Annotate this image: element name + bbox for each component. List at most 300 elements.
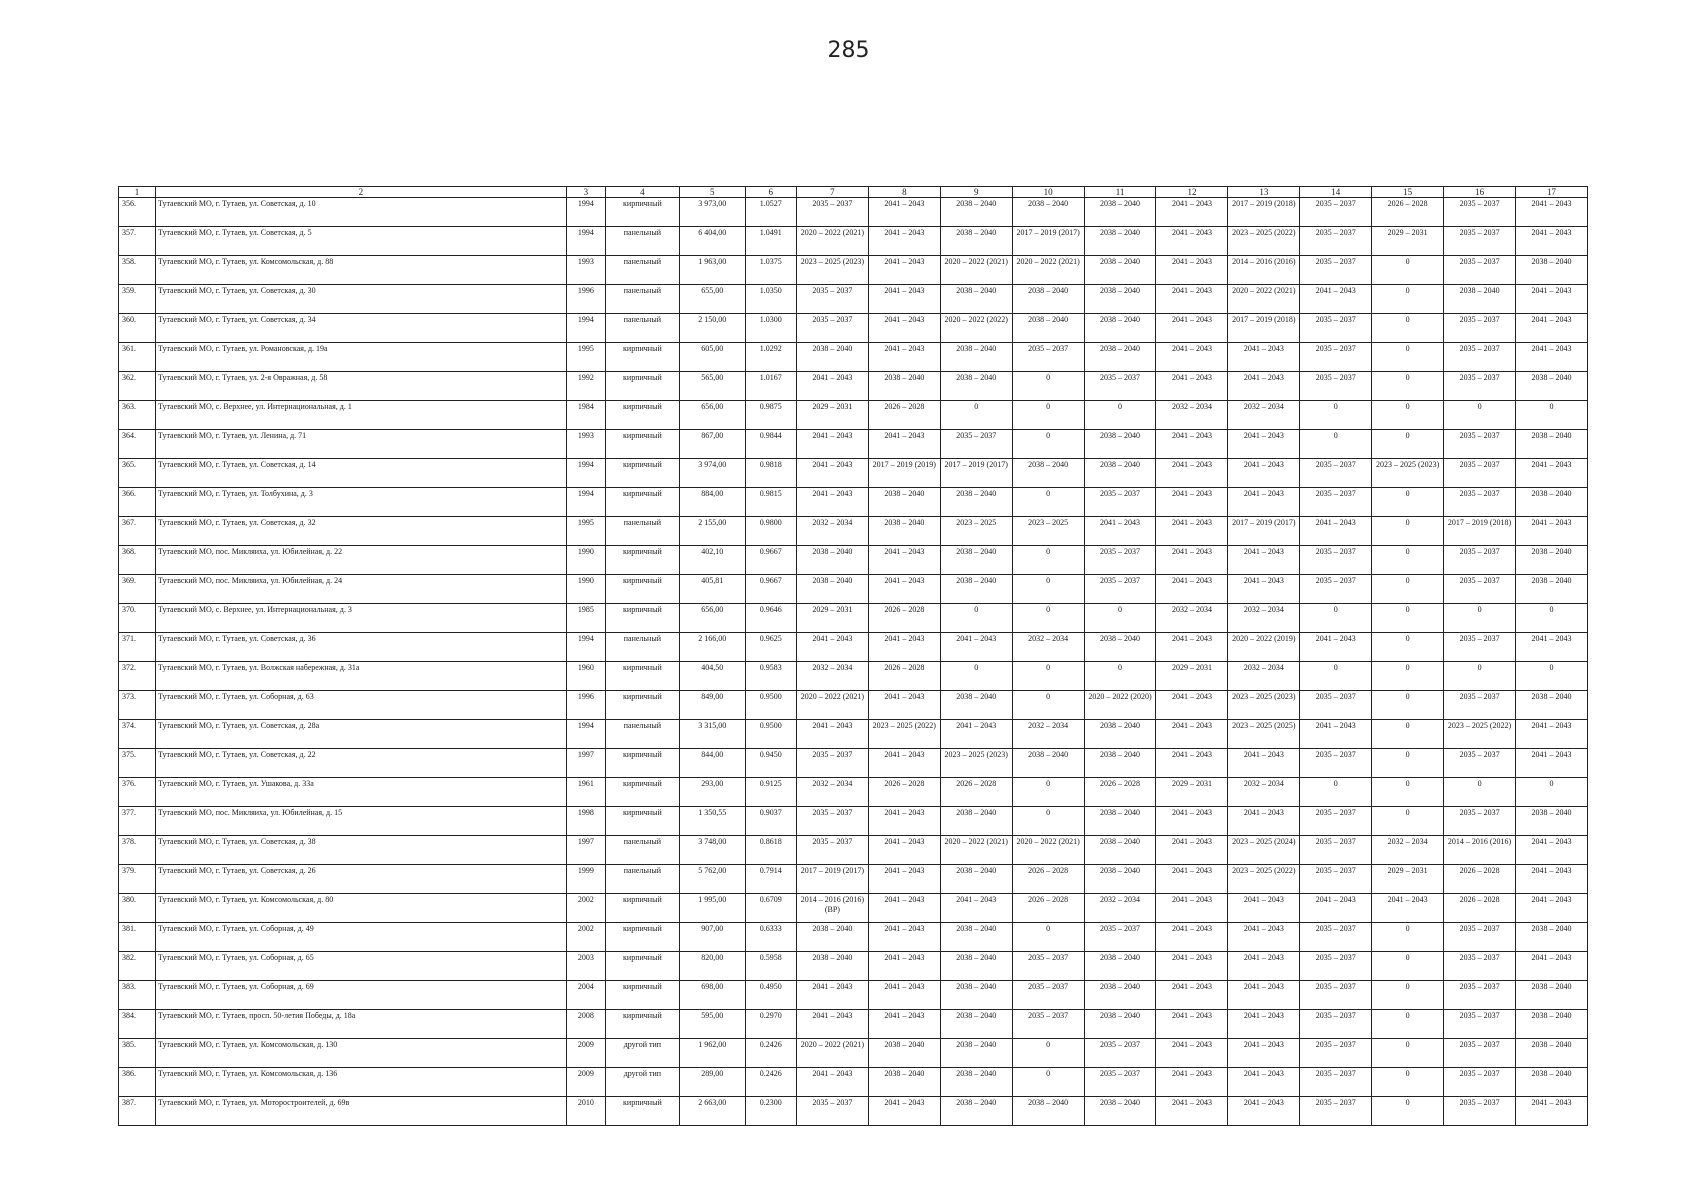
table-cell: 2035 – 2037 bbox=[1444, 256, 1516, 285]
table-cell: 0 bbox=[1012, 1068, 1084, 1097]
table-cell: 2041 – 2043 bbox=[940, 633, 1012, 662]
table-cell: 1996 bbox=[566, 691, 605, 720]
table-cell: 698,00 bbox=[679, 981, 745, 1010]
row-number-cell: 357. bbox=[119, 227, 156, 256]
table-cell: 2035 – 2037 bbox=[1444, 749, 1516, 778]
table-cell: 2035 – 2037 bbox=[1300, 1068, 1372, 1097]
table-cell: 2041 – 2043 bbox=[1300, 633, 1372, 662]
table-cell: 2038 – 2040 bbox=[1516, 981, 1588, 1010]
table-cell: 2041 – 2043 bbox=[796, 1068, 868, 1097]
table-cell: 0 bbox=[1372, 517, 1444, 546]
table-row bbox=[119, 575, 1588, 604]
table-cell: 2035 – 2037 bbox=[1084, 1068, 1156, 1097]
address-cell: Тутаевский МО, г. Тутаев, ул. Комсомольская, д. 80 bbox=[155, 894, 566, 923]
table-cell: 2035 – 2037 bbox=[1012, 981, 1084, 1010]
table-cell: 1961 bbox=[566, 778, 605, 807]
table-cell: 0 bbox=[1372, 488, 1444, 517]
table-cell: кирпичный bbox=[605, 952, 679, 981]
table-cell: 2009 bbox=[566, 1068, 605, 1097]
address-cell: Тутаевский МО, г. Тутаев, ул. Комсомольская, д. 130 bbox=[155, 1039, 566, 1068]
table-cell: 655,00 bbox=[679, 285, 745, 314]
table-cell: 2020 – 2022 (2022) bbox=[940, 314, 1012, 343]
table-cell: 2035 – 2037 bbox=[1444, 314, 1516, 343]
table-cell: 0 bbox=[1372, 1097, 1444, 1126]
table-cell: 0.9583 bbox=[745, 662, 796, 691]
table-cell: 2041 – 2043 bbox=[796, 981, 868, 1010]
row-number-cell: 366. bbox=[119, 488, 156, 517]
table-row bbox=[119, 981, 1588, 1010]
table-cell: 2002 bbox=[566, 923, 605, 952]
table-cell: другой тип bbox=[605, 1039, 679, 1068]
table-cell: 3 315,00 bbox=[679, 720, 745, 749]
table-cell: 2023 – 2025 (2023) bbox=[1228, 691, 1300, 720]
table-cell: 2041 – 2043 bbox=[1516, 314, 1588, 343]
row-number-cell: 377. bbox=[119, 807, 156, 836]
address-cell: Тутаевский МО, г. Тутаев, ул. Комсомольская, д. 88 bbox=[155, 256, 566, 285]
table-cell: 2038 – 2040 bbox=[1084, 720, 1156, 749]
table-cell: 2041 – 2043 bbox=[1156, 459, 1228, 488]
table-cell: 2035 – 2037 bbox=[1300, 372, 1372, 401]
table-cell: 2035 – 2037 bbox=[1300, 227, 1372, 256]
table-cell: 2041 – 2043 bbox=[796, 633, 868, 662]
table-cell: панельный bbox=[605, 314, 679, 343]
table-cell: 0 bbox=[1444, 401, 1516, 430]
table-row bbox=[119, 952, 1588, 981]
table-cell: 2038 – 2040 bbox=[796, 952, 868, 981]
table-cell: 2041 – 2043 bbox=[1516, 952, 1588, 981]
table-cell: 2035 – 2037 bbox=[1300, 952, 1372, 981]
table-cell: кирпичный bbox=[605, 778, 679, 807]
table-cell: панельный bbox=[605, 836, 679, 865]
table-cell: 656,00 bbox=[679, 401, 745, 430]
table-cell: 2035 – 2037 bbox=[1444, 430, 1516, 459]
table-cell: 2017 – 2019 (2018) bbox=[1228, 314, 1300, 343]
table-cell: 2038 – 2040 bbox=[1084, 749, 1156, 778]
table-cell: 0 bbox=[1372, 923, 1444, 952]
table-cell: 1 963,00 bbox=[679, 256, 745, 285]
row-number-cell: 374. bbox=[119, 720, 156, 749]
table-cell: кирпичный bbox=[605, 923, 679, 952]
table-cell: 2038 – 2040 bbox=[940, 923, 1012, 952]
table-cell: 2038 – 2040 bbox=[868, 488, 940, 517]
table-cell: 2038 – 2040 bbox=[1516, 256, 1588, 285]
table-cell: 2041 – 2043 bbox=[868, 836, 940, 865]
table-cell: 2038 – 2040 bbox=[1084, 1097, 1156, 1126]
table-cell: 2041 – 2043 bbox=[796, 430, 868, 459]
address-cell: Тутаевский МО, г. Тутаев, ул. Советская, д. 34 bbox=[155, 314, 566, 343]
table-cell: 2023 – 2025 (2023) bbox=[1372, 459, 1444, 488]
table-cell: 2038 – 2040 bbox=[940, 807, 1012, 836]
table-cell: 2020 – 2022 (2021) bbox=[940, 256, 1012, 285]
table-cell: 0.2426 bbox=[745, 1039, 796, 1068]
table-row bbox=[119, 488, 1588, 517]
table-cell: 0 bbox=[1012, 488, 1084, 517]
table-row bbox=[119, 691, 1588, 720]
table-cell: 0 bbox=[1372, 285, 1444, 314]
table-cell: 2041 – 2043 bbox=[796, 459, 868, 488]
table-cell: 2038 – 2040 bbox=[940, 488, 1012, 517]
address-cell: Тутаевский МО, г. Тутаев, ул. Советская, д. 22 bbox=[155, 749, 566, 778]
table-cell: 2038 – 2040 bbox=[868, 1068, 940, 1097]
table-cell: 2038 – 2040 bbox=[1084, 285, 1156, 314]
table-cell: 0 bbox=[1372, 1039, 1444, 1068]
table-cell: 2041 – 2043 bbox=[1156, 198, 1228, 227]
address-cell: Тутаевский МО, г. Тутаев, ул. Советская, д. 14 bbox=[155, 459, 566, 488]
table-cell: 867,00 bbox=[679, 430, 745, 459]
table-cell: 0.2970 bbox=[745, 1010, 796, 1039]
table-cell: 0 bbox=[1372, 430, 1444, 459]
table-cell: 2041 – 2043 bbox=[1372, 894, 1444, 923]
table-cell: 1993 bbox=[566, 430, 605, 459]
table-row bbox=[119, 198, 1588, 227]
table-cell: 0.6333 bbox=[745, 923, 796, 952]
table-cell: 2041 – 2043 bbox=[1516, 865, 1588, 894]
table-cell: 2041 – 2043 bbox=[1156, 517, 1228, 546]
table-cell: 3 748,00 bbox=[679, 836, 745, 865]
table-cell: 0 bbox=[1372, 633, 1444, 662]
table-cell: 2041 – 2043 bbox=[1156, 430, 1228, 459]
table-cell: 2032 – 2034 bbox=[1156, 604, 1228, 633]
table-cell: 2017 – 2019 (2017) bbox=[796, 865, 868, 894]
table-cell: 2041 – 2043 bbox=[1156, 488, 1228, 517]
table-cell: 2038 – 2040 bbox=[1012, 1097, 1084, 1126]
table-cell: 2038 – 2040 bbox=[796, 575, 868, 604]
table-body bbox=[119, 198, 1588, 1126]
table-cell: 2023 – 2025 bbox=[940, 517, 1012, 546]
column-header-9: 9 bbox=[940, 187, 1012, 198]
table-row bbox=[119, 1010, 1588, 1039]
table-cell: 2041 – 2043 bbox=[1300, 894, 1372, 923]
table-cell: 0.9037 bbox=[745, 807, 796, 836]
table-cell: 2038 – 2040 bbox=[1084, 952, 1156, 981]
table-cell: 0 bbox=[1372, 604, 1444, 633]
table-cell: 1 350,55 bbox=[679, 807, 745, 836]
table-cell: 2002 bbox=[566, 894, 605, 923]
table-cell: 2038 – 2040 bbox=[1084, 1010, 1156, 1039]
table-cell: 2041 – 2043 bbox=[1156, 372, 1228, 401]
table-row bbox=[119, 430, 1588, 459]
table-cell: 0 bbox=[1084, 401, 1156, 430]
table-cell: 2041 – 2043 bbox=[1156, 227, 1228, 256]
table-cell: 0 bbox=[1084, 604, 1156, 633]
table-cell: 2038 – 2040 bbox=[1084, 633, 1156, 662]
table-cell: 2029 – 2031 bbox=[796, 401, 868, 430]
table-row bbox=[119, 517, 1588, 546]
table-cell: 2041 – 2043 bbox=[1156, 575, 1228, 604]
address-cell: Тутаевский МО, г. Тутаев, ул. Советская, д. 36 bbox=[155, 633, 566, 662]
table-cell: 1992 bbox=[566, 372, 605, 401]
table-cell: 2032 – 2034 bbox=[1372, 836, 1444, 865]
row-number-cell: 363. bbox=[119, 401, 156, 430]
table-cell: 0 bbox=[1012, 691, 1084, 720]
table-cell: 2038 – 2040 bbox=[940, 981, 1012, 1010]
table-cell: 2020 – 2022 (2021) bbox=[1012, 836, 1084, 865]
table-row bbox=[119, 401, 1588, 430]
table-cell: 2038 – 2040 bbox=[1516, 430, 1588, 459]
table-cell: 2041 – 2043 bbox=[1156, 807, 1228, 836]
table-cell: 0 bbox=[1372, 1010, 1444, 1039]
row-number-cell: 356. bbox=[119, 198, 156, 227]
table-cell: 605,00 bbox=[679, 343, 745, 372]
table-cell: кирпичный bbox=[605, 1010, 679, 1039]
column-header-3: 3 bbox=[566, 187, 605, 198]
table-cell: 1997 bbox=[566, 749, 605, 778]
table-cell: 2038 – 2040 bbox=[940, 952, 1012, 981]
table-cell: 2038 – 2040 bbox=[940, 1039, 1012, 1068]
schedule-table-sheet bbox=[118, 186, 1588, 1126]
table-cell: 2041 – 2043 bbox=[868, 1097, 940, 1126]
table-cell: 0 bbox=[1444, 604, 1516, 633]
table-row bbox=[119, 343, 1588, 372]
table-cell: 2 150,00 bbox=[679, 314, 745, 343]
table-cell: 2041 – 2043 bbox=[1156, 256, 1228, 285]
table-cell: 2010 bbox=[566, 1097, 605, 1126]
table-cell: 2035 – 2037 bbox=[796, 314, 868, 343]
table-cell: 2035 – 2037 bbox=[1444, 633, 1516, 662]
table-row bbox=[119, 778, 1588, 807]
table-cell: 2032 – 2034 bbox=[796, 517, 868, 546]
table-cell: 1995 bbox=[566, 343, 605, 372]
address-cell: Тутаевский МО, пос. Микляиха, ул. Юбилейная, д. 15 bbox=[155, 807, 566, 836]
table-cell: 0 bbox=[940, 401, 1012, 430]
table-cell: 2041 – 2043 bbox=[1156, 865, 1228, 894]
table-cell: 2 663,00 bbox=[679, 1097, 745, 1126]
table-cell: 2017 – 2019 (2019) bbox=[868, 459, 940, 488]
table-row bbox=[119, 662, 1588, 691]
table-row bbox=[119, 1039, 1588, 1068]
table-cell: 2029 – 2031 bbox=[1372, 227, 1444, 256]
table-cell: 2029 – 2031 bbox=[796, 604, 868, 633]
table-cell: 0 bbox=[1372, 575, 1444, 604]
column-header-8: 8 bbox=[868, 187, 940, 198]
table-cell: 2041 – 2043 bbox=[868, 894, 940, 923]
table-row bbox=[119, 285, 1588, 314]
table-cell: 0.9500 bbox=[745, 720, 796, 749]
table-cell: 2014 – 2016 (2016) bbox=[1444, 836, 1516, 865]
table-cell: 2035 – 2037 bbox=[796, 1097, 868, 1126]
table-cell: 2035 – 2037 bbox=[1444, 1039, 1516, 1068]
table-cell: 0 bbox=[1372, 401, 1444, 430]
table-cell: 0.9815 bbox=[745, 488, 796, 517]
table-cell: 0 bbox=[1372, 952, 1444, 981]
table-cell: кирпичный bbox=[605, 401, 679, 430]
table-cell: 595,00 bbox=[679, 1010, 745, 1039]
table-cell: 2026 – 2028 bbox=[1084, 778, 1156, 807]
address-cell: Тутаевский МО, г. Тутаев, ул. Ленина, д. 71 bbox=[155, 430, 566, 459]
row-number-cell: 383. bbox=[119, 981, 156, 1010]
table-cell: 2038 – 2040 bbox=[1444, 285, 1516, 314]
address-cell: Тутаевский МО, г. Тутаев, ул. Волжская набережная, д. 31а bbox=[155, 662, 566, 691]
table-cell: 289,00 bbox=[679, 1068, 745, 1097]
table-cell: 2041 – 2043 bbox=[1156, 343, 1228, 372]
table-cell: 0 bbox=[1012, 430, 1084, 459]
table-cell: 2023 – 2025 bbox=[1012, 517, 1084, 546]
table-cell: 2041 – 2043 bbox=[1228, 546, 1300, 575]
address-cell: Тутаевский МО, г. Тутаев, ул. Советская, д. 10 bbox=[155, 198, 566, 227]
table-cell: 2041 – 2043 bbox=[1516, 836, 1588, 865]
table-cell: 2041 – 2043 bbox=[1516, 633, 1588, 662]
table-cell: 2023 – 2025 (2022) bbox=[1228, 865, 1300, 894]
table-cell: 0 bbox=[1372, 343, 1444, 372]
table-cell: 2041 – 2043 bbox=[1228, 981, 1300, 1010]
address-cell: Тутаевский МО, г. Тутаев, ул. Соборная, д. 63 bbox=[155, 691, 566, 720]
table-cell: 2 166,00 bbox=[679, 633, 745, 662]
table-row bbox=[119, 836, 1588, 865]
table-cell: 2035 – 2037 bbox=[1300, 343, 1372, 372]
table-cell: 2041 – 2043 bbox=[1300, 285, 1372, 314]
table-cell: 2038 – 2040 bbox=[868, 372, 940, 401]
table-cell: 2032 – 2034 bbox=[1084, 894, 1156, 923]
table-cell: 0 bbox=[1012, 1039, 1084, 1068]
table-cell: 2041 – 2043 bbox=[868, 1010, 940, 1039]
table-cell: 2038 – 2040 bbox=[1084, 343, 1156, 372]
row-number-cell: 382. bbox=[119, 952, 156, 981]
table-cell: 2023 – 2025 (2022) bbox=[868, 720, 940, 749]
table-cell: 0.9450 bbox=[745, 749, 796, 778]
header-row bbox=[119, 187, 1588, 198]
table-cell: 2035 – 2037 bbox=[1444, 807, 1516, 836]
table-cell: 0 bbox=[1372, 807, 1444, 836]
table-cell: панельный bbox=[605, 285, 679, 314]
column-header-2: 2 bbox=[155, 187, 566, 198]
table-row bbox=[119, 256, 1588, 285]
table-cell: 1984 bbox=[566, 401, 605, 430]
table-cell: 0 bbox=[1372, 256, 1444, 285]
row-number-cell: 360. bbox=[119, 314, 156, 343]
table-cell: 2023 – 2025 (2025) bbox=[1228, 720, 1300, 749]
table-cell: 2035 – 2037 bbox=[1300, 1039, 1372, 1068]
table-cell: 2017 – 2019 (2018) bbox=[1228, 198, 1300, 227]
table-cell: кирпичный bbox=[605, 198, 679, 227]
address-cell: Тутаевский МО, г. Тутаев, ул. Комсомольская, д. 136 bbox=[155, 1068, 566, 1097]
table-cell: 2035 – 2037 bbox=[1444, 546, 1516, 575]
address-cell: Тутаевский МО, г. Тутаев, ул. Романовская, д. 19а bbox=[155, 343, 566, 372]
table-cell: 2035 – 2037 bbox=[1444, 198, 1516, 227]
table-row bbox=[119, 749, 1588, 778]
row-number-cell: 364. bbox=[119, 430, 156, 459]
table-cell: 2041 – 2043 bbox=[1228, 488, 1300, 517]
table-cell: 2023 – 2025 (2022) bbox=[1228, 227, 1300, 256]
row-number-cell: 371. bbox=[119, 633, 156, 662]
table-cell: 0.5958 bbox=[745, 952, 796, 981]
address-cell: Тутаевский МО, г. Тутаев, ул. Ушакова, д. 33а bbox=[155, 778, 566, 807]
table-cell: 2038 – 2040 bbox=[1084, 865, 1156, 894]
table-row bbox=[119, 372, 1588, 401]
row-number-cell: 373. bbox=[119, 691, 156, 720]
table-cell: 2041 – 2043 bbox=[1228, 1010, 1300, 1039]
table-cell: 2032 – 2034 bbox=[1228, 604, 1300, 633]
table-cell: 2020 – 2022 (2019) bbox=[1228, 633, 1300, 662]
table-cell: 2035 – 2037 bbox=[1300, 1097, 1372, 1126]
table-cell: 2020 – 2022 (2021) bbox=[796, 691, 868, 720]
table-cell: 2041 – 2043 bbox=[1156, 546, 1228, 575]
table-cell: 2032 – 2034 bbox=[1156, 401, 1228, 430]
table-cell: 2038 – 2040 bbox=[940, 198, 1012, 227]
table-cell: 0.9818 bbox=[745, 459, 796, 488]
row-number-cell: 372. bbox=[119, 662, 156, 691]
table-cell: 2041 – 2043 bbox=[1228, 749, 1300, 778]
table-cell: 1998 bbox=[566, 807, 605, 836]
table-cell: 2038 – 2040 bbox=[1516, 575, 1588, 604]
table-cell: 2035 – 2037 bbox=[1444, 1068, 1516, 1097]
table-cell: 0.4950 bbox=[745, 981, 796, 1010]
table-cell: 2041 – 2043 bbox=[1228, 894, 1300, 923]
table-cell: 2041 – 2043 bbox=[796, 720, 868, 749]
table-cell: 2009 bbox=[566, 1039, 605, 1068]
table-cell: 2032 – 2034 bbox=[1228, 662, 1300, 691]
table-cell: 2041 – 2043 bbox=[940, 720, 1012, 749]
table-cell: 2041 – 2043 bbox=[1084, 517, 1156, 546]
column-header-17: 17 bbox=[1516, 187, 1588, 198]
table-cell: 0 bbox=[1444, 662, 1516, 691]
table-cell: 2014 – 2016 (2016) (ВР) bbox=[796, 894, 868, 923]
table-cell: 0 bbox=[1300, 778, 1372, 807]
table-cell: 2035 – 2037 bbox=[1300, 256, 1372, 285]
address-cell: Тутаевский МО, г. Тутаев, ул. Советская, д. 26 bbox=[155, 865, 566, 894]
table-cell: 0 bbox=[1372, 720, 1444, 749]
table-cell: 2026 – 2028 bbox=[1012, 894, 1084, 923]
table-cell: 2003 bbox=[566, 952, 605, 981]
table-cell: кирпичный bbox=[605, 981, 679, 1010]
address-cell: Тутаевский МО, г. Тутаев, ул. Советская, д. 28а bbox=[155, 720, 566, 749]
table-cell: 2038 – 2040 bbox=[940, 227, 1012, 256]
row-number-cell: 367. bbox=[119, 517, 156, 546]
address-cell: Тутаевский МО, пос. Микляиха, ул. Юбилейная, д. 24 bbox=[155, 575, 566, 604]
table-cell: кирпичный bbox=[605, 691, 679, 720]
table-cell: 1993 bbox=[566, 256, 605, 285]
table-cell: 1990 bbox=[566, 575, 605, 604]
row-number-cell: 368. bbox=[119, 546, 156, 575]
table-cell: 0 bbox=[940, 604, 1012, 633]
table-cell: 2026 – 2028 bbox=[1372, 198, 1444, 227]
column-header-15: 15 bbox=[1372, 187, 1444, 198]
table-cell: 2035 – 2037 bbox=[1300, 546, 1372, 575]
table-cell: 2038 – 2040 bbox=[1516, 691, 1588, 720]
table-cell: 2041 – 2043 bbox=[1228, 1039, 1300, 1068]
table-cell: 2041 – 2043 bbox=[1156, 952, 1228, 981]
table-cell: 0 bbox=[1372, 1068, 1444, 1097]
table-cell: 2035 – 2037 bbox=[1084, 923, 1156, 952]
table-row bbox=[119, 459, 1588, 488]
table-cell: 0.8618 bbox=[745, 836, 796, 865]
table-cell: 1.0375 bbox=[745, 256, 796, 285]
table-cell: 2038 – 2040 bbox=[1012, 285, 1084, 314]
address-cell: Тутаевский МО, пос. Микляиха, ул. Юбилейная, д. 22 bbox=[155, 546, 566, 575]
table-cell: 1999 bbox=[566, 865, 605, 894]
table-cell: 2041 – 2043 bbox=[868, 575, 940, 604]
table-cell: 2023 – 2025 (2023) bbox=[940, 749, 1012, 778]
table-cell: 2032 – 2034 bbox=[1012, 720, 1084, 749]
table-cell: 2035 – 2037 bbox=[1084, 546, 1156, 575]
table-cell: 2038 – 2040 bbox=[1084, 198, 1156, 227]
table-cell: 1 962,00 bbox=[679, 1039, 745, 1068]
address-cell: Тутаевский МО, с. Верхнее, ул. Интернациональная, д. 3 bbox=[155, 604, 566, 633]
table-cell: 2041 – 2043 bbox=[1156, 923, 1228, 952]
table-cell: 0 bbox=[1372, 372, 1444, 401]
table-cell: 2038 – 2040 bbox=[1516, 1010, 1588, 1039]
table-cell: 2041 – 2043 bbox=[868, 865, 940, 894]
table-cell: 1.0491 bbox=[745, 227, 796, 256]
table-cell: 2041 – 2043 bbox=[1516, 720, 1588, 749]
table-cell: 2020 – 2022 (2021) bbox=[796, 1039, 868, 1068]
table-cell: 2035 – 2037 bbox=[796, 807, 868, 836]
table-cell: 0 bbox=[1516, 662, 1588, 691]
table-row bbox=[119, 1068, 1588, 1097]
table-cell: 1 995,00 bbox=[679, 894, 745, 923]
table-cell: 1994 bbox=[566, 198, 605, 227]
table-cell: 2032 – 2034 bbox=[1012, 633, 1084, 662]
table-cell: 2035 – 2037 bbox=[1444, 1097, 1516, 1126]
